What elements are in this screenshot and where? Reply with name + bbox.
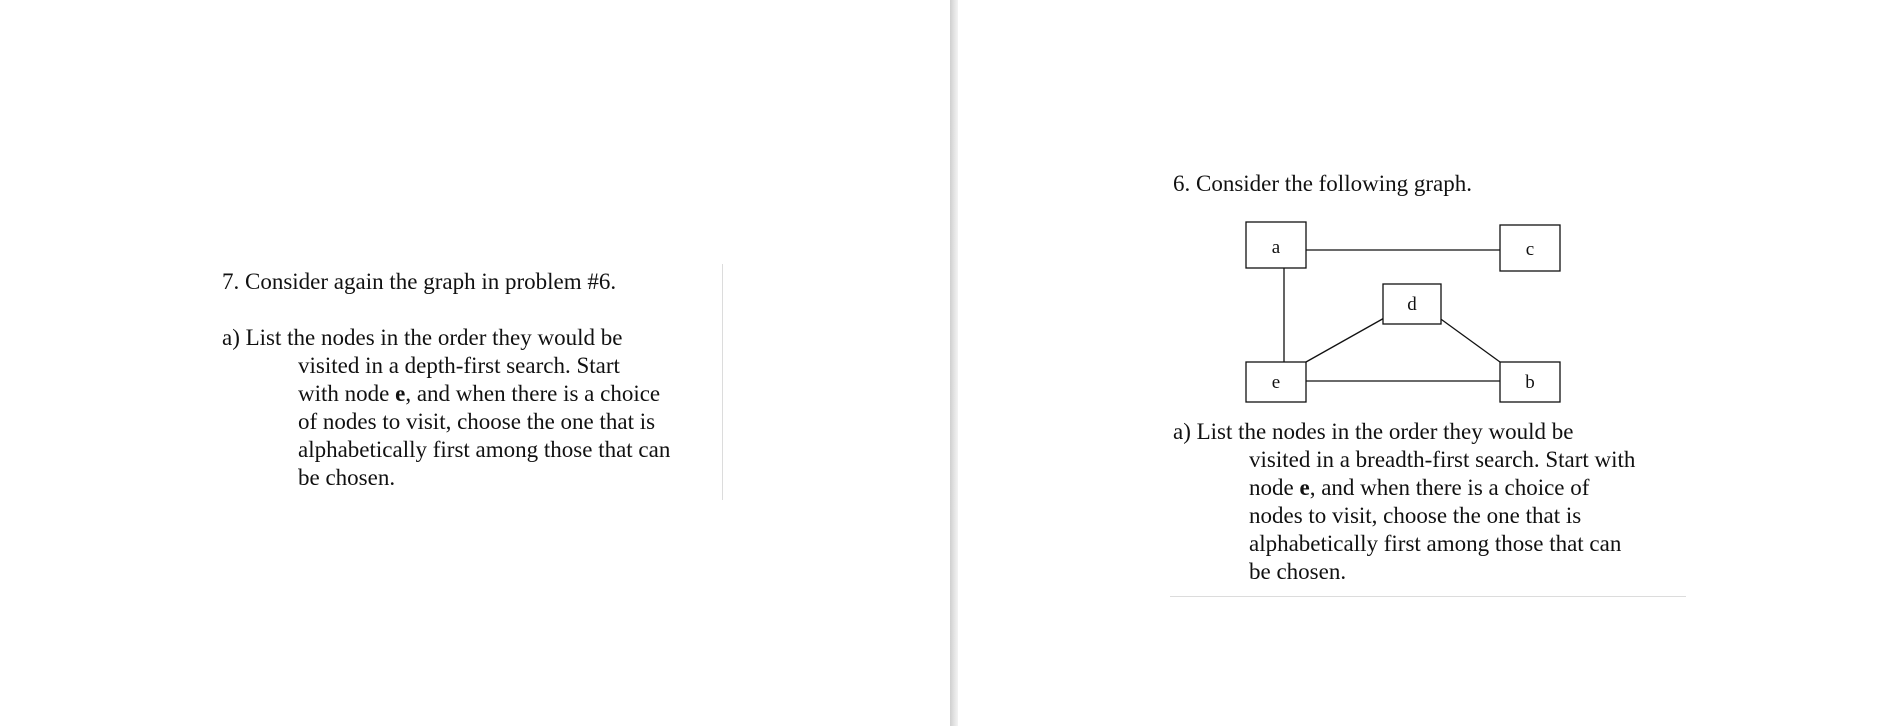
node-e-label: e [1271,372,1281,393]
problem-7-start-node: e [395,381,406,406]
node-d [1383,284,1441,324]
text-frame-border [722,264,723,500]
node-a [1246,222,1306,268]
problem-7-part-a-line [222,380,670,408]
node-b [1500,362,1560,402]
problem-6-part-a [1173,418,1635,586]
problem-7-part-a-lead: a) List the nodes in the order they would be [222,325,623,350]
node-c [1500,225,1560,271]
problem-6-part-a-line: nodes to visit, choose the one that is [1249,503,1582,528]
problem-7-part-a [222,324,670,492]
node-d-label: d [1407,294,1417,315]
problem-6-title: 6. Consider the following graph. [1173,171,1472,196]
problem-6-start-node: e [1299,475,1310,500]
problem-7-part-a-line: alphabetically first among those that can [298,437,671,462]
node-a-label: a [1271,237,1281,258]
node-c-label: c [1525,239,1535,260]
problem-6-part-a-line [1173,474,1635,502]
problem-6-part-a-line: alphabetically first among those that can [1249,531,1622,556]
graph-diagram [1238,218,1568,408]
problem-7-part-a-text: with node [298,381,396,406]
problem-6-part-a-text: , and when there is a choice of [1309,475,1590,500]
text-frame-border [1170,596,1686,597]
problem-7-part-a-text: , and when there is a choice [405,381,661,406]
node-b-label: b [1525,372,1535,393]
problem-7-title: 7. Consider again the graph in problem #6. [222,269,617,294]
problem-7-part-a-line: visited in a depth-first search. Start [298,353,620,378]
edge-d-b [1438,317,1500,362]
problem-6-part-a-line: visited in a breadth-first search. Start with [1249,447,1636,472]
edge-e-d [1306,317,1386,362]
problem-7-part-a-line: be chosen. [298,465,396,490]
node-e [1246,362,1306,402]
problem-6-part-a-line: be chosen. [1249,559,1347,584]
problem-7-part-a-line: of nodes to visit, choose the one that is [298,409,656,434]
page-gutter [950,0,958,726]
problem-6-part-a-lead: a) List the nodes in the order they would be [1173,419,1574,444]
problem-6-part-a-text: node [1249,475,1300,500]
